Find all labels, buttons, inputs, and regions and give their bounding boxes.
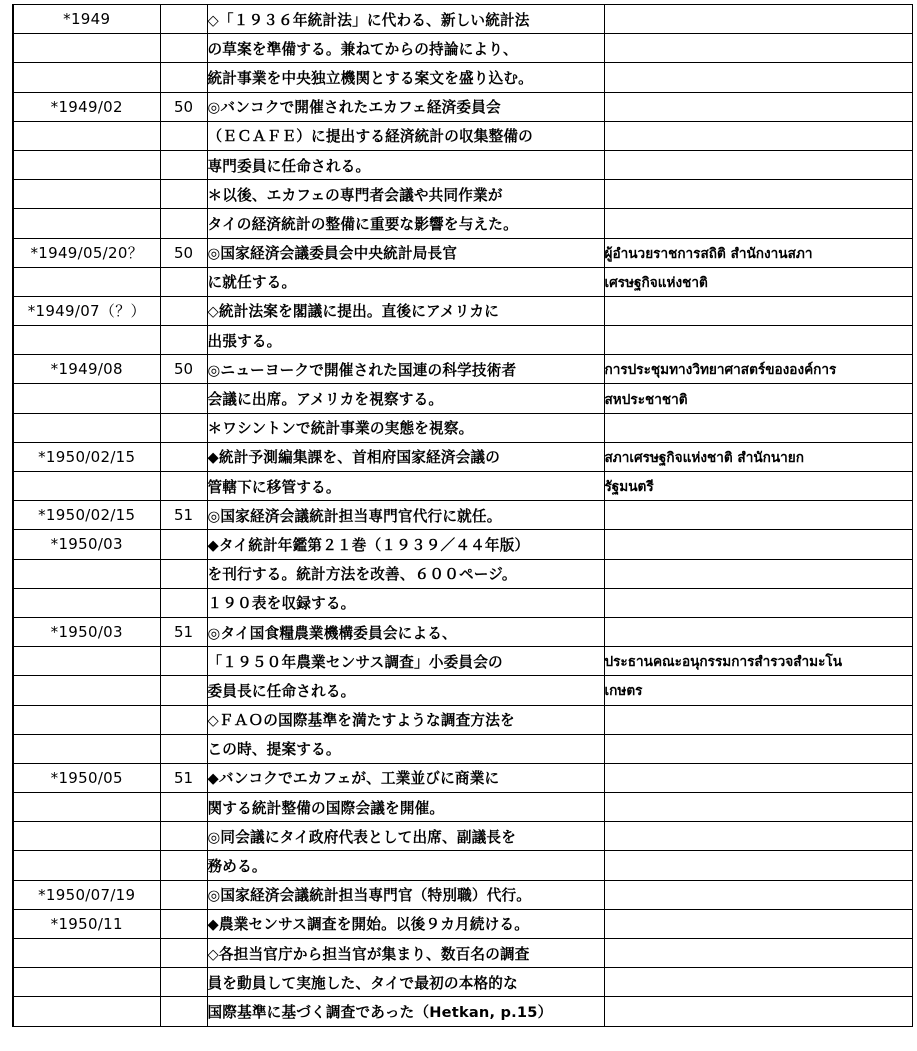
date-cell xyxy=(13,939,160,968)
date-cell xyxy=(13,326,160,355)
event-cell: 務める。 xyxy=(207,851,604,880)
age-cell xyxy=(160,822,207,851)
event-cell: （ＥＣＡＦＥ）に提出する経済統計の収集整備の xyxy=(207,121,604,150)
age-cell xyxy=(160,588,207,617)
age-cell: 50 xyxy=(160,355,207,384)
age-cell xyxy=(160,676,207,705)
age-cell xyxy=(160,442,207,471)
date-cell xyxy=(13,676,160,705)
date-cell: *1950/03 xyxy=(13,617,160,646)
age-cell: 50 xyxy=(160,92,207,121)
event-cell: ◇各担当官庁から担当官が集まり、数百名の調査 xyxy=(207,939,604,968)
table-row xyxy=(13,413,912,442)
age-cell xyxy=(160,997,207,1026)
event-cell: ＊ワシントンで統計事業の実態を視察。 xyxy=(207,413,604,442)
age-cell xyxy=(160,530,207,559)
table-row xyxy=(13,63,912,92)
event-cell: ◇ＦＡＯの国際基準を満たすような調査方法を xyxy=(207,705,604,734)
thai-term-cell xyxy=(604,705,912,734)
event-cell: ◎国家経済会議委員会中央統計局長官 xyxy=(207,238,604,267)
age-cell xyxy=(160,34,207,63)
table-row xyxy=(13,267,912,296)
date-cell: *1950/07/19 xyxy=(13,880,160,909)
thai-term-cell xyxy=(604,939,912,968)
date-cell xyxy=(13,822,160,851)
thai-term-cell xyxy=(604,997,912,1026)
date-cell xyxy=(13,150,160,179)
event-cell: ◎タイ国食糧農業機構委員会による、 xyxy=(207,617,604,646)
event-cell: １９０表を収録する。 xyxy=(207,588,604,617)
table-row xyxy=(13,997,912,1026)
table-row xyxy=(13,793,912,822)
date-cell xyxy=(13,851,160,880)
thai-term-cell: สหประชาชาติ xyxy=(604,384,912,413)
date-cell xyxy=(13,997,160,1026)
table-row xyxy=(13,734,912,763)
event-cell: 員を動員して実施した、タイで最初の本格的な xyxy=(207,968,604,997)
date-cell xyxy=(13,793,160,822)
table-row xyxy=(13,530,912,559)
thai-term-cell: เกษตร xyxy=(604,676,912,705)
thai-term-cell xyxy=(604,822,912,851)
table-row xyxy=(13,472,912,501)
date-cell xyxy=(13,705,160,734)
chronology-table xyxy=(12,4,913,1027)
table-row xyxy=(13,355,912,384)
age-cell xyxy=(160,647,207,676)
age-cell xyxy=(160,121,207,150)
age-cell xyxy=(160,559,207,588)
event-cell: 会議に出席。アメリカを視察する。 xyxy=(207,384,604,413)
event-cell: ◆バンコクでエカフェが、工業並びに商業に xyxy=(207,763,604,792)
table-row xyxy=(13,92,912,121)
table-row xyxy=(13,5,912,34)
date-cell xyxy=(13,559,160,588)
table-row xyxy=(13,296,912,325)
date-cell: *1949/05/20？ xyxy=(13,238,160,267)
age-cell xyxy=(160,472,207,501)
table-row xyxy=(13,121,912,150)
table-row xyxy=(13,647,912,676)
table-row xyxy=(13,617,912,646)
thai-term-cell xyxy=(604,968,912,997)
thai-term-cell xyxy=(604,413,912,442)
table-row xyxy=(13,442,912,471)
age-cell xyxy=(160,968,207,997)
table-row xyxy=(13,676,912,705)
table-row xyxy=(13,939,912,968)
event-cell: ◎ニューヨークで開催された国連の科学技術者 xyxy=(207,355,604,384)
age-cell xyxy=(160,150,207,179)
thai-term-cell: การประชุมทางวิทยาศาสตร์ขององค์การ xyxy=(604,355,912,384)
thai-term-cell xyxy=(604,734,912,763)
event-cell: ◎国家経済会議統計担当専門官代行に就任。 xyxy=(207,501,604,530)
age-cell xyxy=(160,909,207,938)
event-cell: 国際基準に基づく調査であった（Hetkan, p.15） xyxy=(207,997,604,1026)
age-cell xyxy=(160,63,207,92)
event-cell: 「１９５０年農業センサス調査」小委員会の xyxy=(207,647,604,676)
thai-term-cell: สภาเศรษฐกิจแห่งชาติ สำนักนายก xyxy=(604,442,912,471)
date-cell xyxy=(13,588,160,617)
event-cell: 委員長に任命される。 xyxy=(207,676,604,705)
table-row xyxy=(13,763,912,792)
thai-term-cell xyxy=(604,880,912,909)
event-cell: ＊以後、エカフェの専門者会議や共同作業が xyxy=(207,180,604,209)
table-row xyxy=(13,180,912,209)
table-row xyxy=(13,501,912,530)
thai-term-cell xyxy=(604,150,912,179)
date-cell: *1949/02 xyxy=(13,92,160,121)
age-cell: 51 xyxy=(160,617,207,646)
thai-term-cell xyxy=(604,180,912,209)
date-cell xyxy=(13,647,160,676)
date-cell: *1950/02/15 xyxy=(13,501,160,530)
table-row xyxy=(13,822,912,851)
date-cell xyxy=(13,734,160,763)
date-cell: *1949/08 xyxy=(13,355,160,384)
age-cell xyxy=(160,880,207,909)
event-cell: タイの経済統計の整備に重要な影響を与えた。 xyxy=(207,209,604,238)
thai-term-cell xyxy=(604,34,912,63)
table-row xyxy=(13,384,912,413)
age-cell xyxy=(160,793,207,822)
date-cell xyxy=(13,63,160,92)
event-cell: ◆統計予測編集課を、首相府国家経済会議の xyxy=(207,442,604,471)
thai-term-cell xyxy=(604,63,912,92)
table-row xyxy=(13,588,912,617)
table-row xyxy=(13,559,912,588)
age-cell xyxy=(160,413,207,442)
thai-term-cell: รัฐมนตรี xyxy=(604,472,912,501)
date-cell xyxy=(13,968,160,997)
date-cell: *1950/05 xyxy=(13,763,160,792)
thai-term-cell xyxy=(604,326,912,355)
age-cell: 50 xyxy=(160,238,207,267)
event-cell: この時、提案する。 xyxy=(207,734,604,763)
age-cell xyxy=(160,705,207,734)
table-row xyxy=(13,209,912,238)
event-cell: を刊行する。統計方法を改善、６００ページ。 xyxy=(207,559,604,588)
event-cell: 管轄下に移管する。 xyxy=(207,472,604,501)
date-cell: *1949/07（？） xyxy=(13,296,160,325)
thai-term-cell xyxy=(604,617,912,646)
age-cell xyxy=(160,326,207,355)
event-cell: ◎同会議にタイ政府代表として出席、副議長を xyxy=(207,822,604,851)
date-cell xyxy=(13,267,160,296)
age-cell xyxy=(160,267,207,296)
date-cell: *1950/02/15 xyxy=(13,442,160,471)
table-row xyxy=(13,326,912,355)
thai-term-cell xyxy=(604,559,912,588)
age-cell xyxy=(160,384,207,413)
table-row xyxy=(13,705,912,734)
thai-term-cell: ผู้อำนวยราชการสถิติ สำนักงานสภา xyxy=(604,238,912,267)
table-row xyxy=(13,909,912,938)
age-cell xyxy=(160,5,207,34)
thai-term-cell xyxy=(604,763,912,792)
event-cell: ◇統計法案を閣議に提出。直後にアメリカに xyxy=(207,296,604,325)
date-cell: *1950/03 xyxy=(13,530,160,559)
age-cell xyxy=(160,939,207,968)
thai-term-cell xyxy=(604,909,912,938)
date-cell xyxy=(13,209,160,238)
table-row xyxy=(13,968,912,997)
date-cell xyxy=(13,384,160,413)
date-cell: *1949 xyxy=(13,5,160,34)
thai-term-cell: เศรษฐกิจแห่งชาติ xyxy=(604,267,912,296)
event-cell: 統計事業を中央独立機関とする案文を盛り込む。 xyxy=(207,63,604,92)
event-cell: の草案を準備する。兼ねてからの持論により、 xyxy=(207,34,604,63)
date-cell: *1950/11 xyxy=(13,909,160,938)
thai-term-cell xyxy=(604,793,912,822)
table-row xyxy=(13,150,912,179)
age-cell xyxy=(160,180,207,209)
event-cell: 関する統計整備の国際会議を開催。 xyxy=(207,793,604,822)
thai-term-cell xyxy=(604,851,912,880)
thai-term-cell xyxy=(604,5,912,34)
age-cell xyxy=(160,851,207,880)
thai-term-cell xyxy=(604,530,912,559)
thai-term-cell xyxy=(604,121,912,150)
table-row xyxy=(13,851,912,880)
thai-term-cell xyxy=(604,209,912,238)
event-cell: ◎バンコクで開催されたエカフェ経済委員会 xyxy=(207,92,604,121)
age-cell: 51 xyxy=(160,501,207,530)
thai-term-cell xyxy=(604,588,912,617)
event-cell: ◆タイ統計年鑑第２１巻（１９３９／４４年版） xyxy=(207,530,604,559)
table-row xyxy=(13,34,912,63)
table-row xyxy=(13,238,912,267)
age-cell: 51 xyxy=(160,763,207,792)
chronology-body xyxy=(13,5,912,1027)
event-cell: に就任する。 xyxy=(207,267,604,296)
event-cell: ◇「１９３６年統計法」に代わる、新しい統計法 xyxy=(207,5,604,34)
date-cell xyxy=(13,472,160,501)
thai-term-cell xyxy=(604,501,912,530)
event-cell: ◎国家経済会議統計担当専門官（特別職）代行。 xyxy=(207,880,604,909)
thai-term-cell: ประธานคณะอนุกรรมการสำรวจสำมะโน xyxy=(604,647,912,676)
event-cell: ◆農業センサス調査を開始。以後９カ月続ける。 xyxy=(207,909,604,938)
event-cell: 出張する。 xyxy=(207,326,604,355)
date-cell xyxy=(13,180,160,209)
date-cell xyxy=(13,34,160,63)
thai-term-cell xyxy=(604,92,912,121)
date-cell xyxy=(13,413,160,442)
age-cell xyxy=(160,296,207,325)
table-row xyxy=(13,880,912,909)
age-cell xyxy=(160,209,207,238)
event-cell: 専門委員に任命される。 xyxy=(207,150,604,179)
thai-term-cell xyxy=(604,296,912,325)
date-cell xyxy=(13,121,160,150)
age-cell xyxy=(160,734,207,763)
